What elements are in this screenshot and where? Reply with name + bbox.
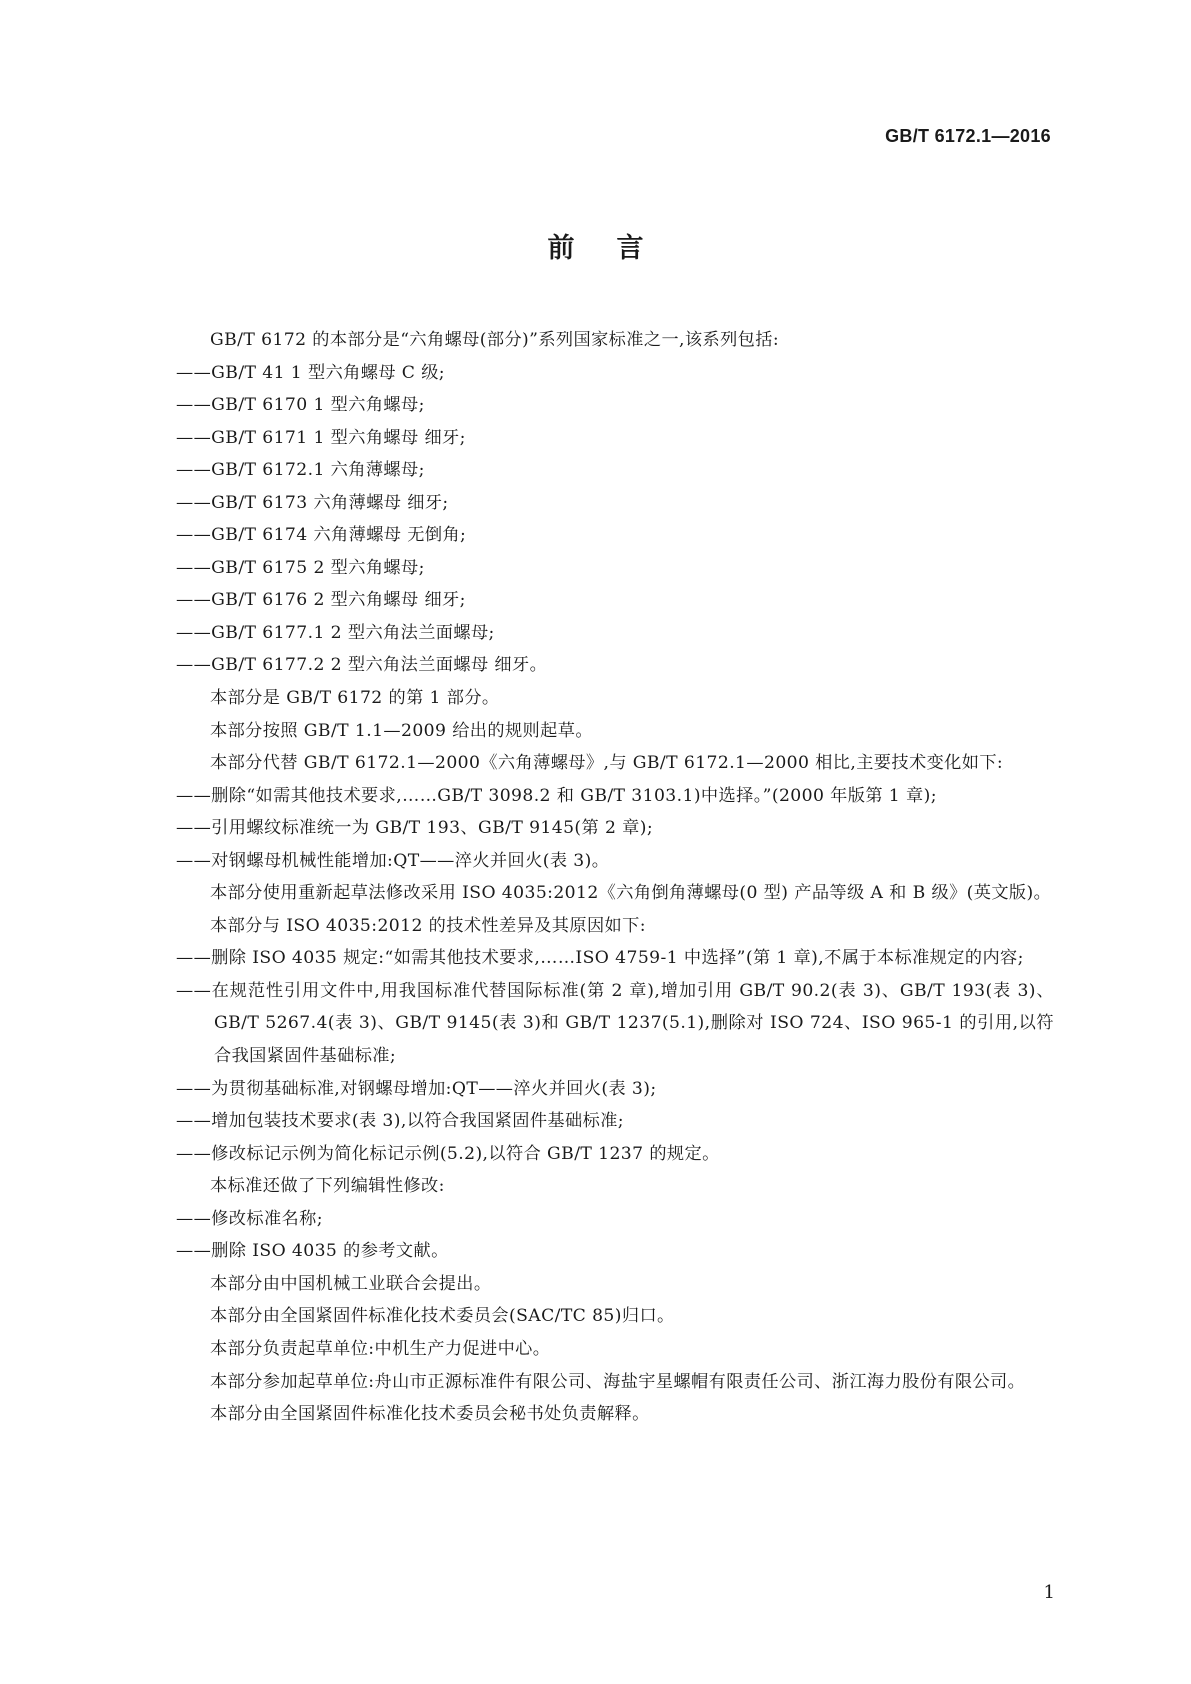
dash-list-item: ——为贯彻基础标准,对钢螺母增加:QT——淬火并回火(表 3); xyxy=(176,1078,657,1099)
page-number: 1 xyxy=(1043,1582,1055,1603)
dash-list-item: ——在规范性引用文件中,用我国标准代替国际标准(第 2 章),增加引用 GB/T 90.2(表 3)、GB/T 193(表 3)、GB/T 5267.4(表 3)、GB/T 9145(表 3)和 GB/T 1237(5.1),删除对 ISO 724、ISO 965-1 的引用,以符合我国紧固件基础标准; xyxy=(176,980,1054,1067)
dash-list-item: ——删除“如需其他技术要求,……GB/T 3098.2 和 GB/T 3103.1)中选择。”(2000 年版第 1 章); xyxy=(176,785,937,806)
paragraph: 本部分按照 GB/T 1.1—2009 给出的规则起草。 xyxy=(210,720,593,741)
dash-list-item: ——GB/T 41 1 型六角螺母 C 级; xyxy=(176,362,445,383)
dash-list-item: ——GB/T 6172.1 六角薄螺母; xyxy=(176,460,425,481)
dash-list-item: ——GB/T 6170 1 型六角螺母; xyxy=(176,395,425,416)
dash-list-item: ——引用螺纹标准统一为 GB/T 193、GB/T 9145(第 2 章); xyxy=(176,818,654,839)
paragraph: 本部分与 ISO 4035:2012 的技术性差异及其原因如下: xyxy=(210,915,646,936)
page-title: 前言 xyxy=(547,233,686,264)
paragraph: 本部分代替 GB/T 6172.1—2000《六角薄螺母》,与 GB/T 6172.1—2000 相比,主要技术变化如下: xyxy=(210,753,1004,774)
dash-list-item: ——GB/T 6176 2 型六角螺母 细牙; xyxy=(176,590,466,611)
dash-list-item: ——GB/T 6175 2 型六角螺母; xyxy=(176,557,425,578)
paragraph: 本部分由全国紧固件标准化技术委员会秘书处负责解释。 xyxy=(210,1404,650,1425)
dash-list-item: ——修改标记示例为简化标记示例(5.2),以符合 GB/T 1237 的规定。 xyxy=(176,1143,720,1164)
paragraph: GB/T 6172 的本部分是“六角螺母(部分)”系列国家标准之一,该系列包括: xyxy=(210,330,780,350)
paragraph: 本标准还做了下列编辑性修改: xyxy=(210,1176,445,1197)
paragraph: 本部分是 GB/T 6172 的第 1 部分。 xyxy=(210,688,500,709)
dash-list-item: ——增加包装技术要求(表 3),以符合我国紧固件基础标准; xyxy=(176,1111,624,1132)
foreword-body xyxy=(176,324,1054,1431)
dash-list-item: ——删除 ISO 4035 的参考文献。 xyxy=(176,1241,449,1262)
dash-list-item: ——GB/T 6177.1 2 型六角法兰面螺母; xyxy=(176,622,495,643)
paragraph: 本部分参加起草单位:舟山市正源标准件有限公司、海盐宇星螺帽有限责任公司、浙江海力股份有限公司。 xyxy=(210,1371,1026,1392)
dash-list-item: ——修改标准名称; xyxy=(176,1208,323,1229)
standard-code-header: GB/T 6172.1—2016 xyxy=(885,126,1051,146)
paragraph: 本部分使用重新起草法修改采用 ISO 4035:2012《六角倒角薄螺母(0 型) 产品等级 A 和 B 级》(英文版)。 xyxy=(210,883,1052,904)
dash-list-item: ——GB/T 6173 六角薄螺母 细牙; xyxy=(176,492,449,513)
dash-list-item: ——GB/T 6174 六角薄螺母 无倒角; xyxy=(176,525,467,546)
dash-list-item: ——GB/T 6171 1 型六角螺母 细牙; xyxy=(176,427,466,448)
paragraph: 本部分负责起草单位:中机生产力促进中心。 xyxy=(210,1338,551,1359)
dash-list-item: ——GB/T 6177.2 2 型六角法兰面螺母 细牙。 xyxy=(176,655,548,676)
dash-list-item: ——对钢螺母机械性能增加:QT——淬火并回火(表 3)。 xyxy=(176,850,610,871)
paragraph: 本部分由全国紧固件标准化技术委员会(SAC/TC 85)归口。 xyxy=(210,1306,675,1327)
paragraph: 本部分由中国机械工业联合会提出。 xyxy=(210,1273,492,1294)
dash-list-item: ——删除 ISO 4035 规定:“如需其他技术要求,……ISO 4759-1 中选择”(第 1 章),不属于本标准规定的内容; xyxy=(176,948,1024,969)
